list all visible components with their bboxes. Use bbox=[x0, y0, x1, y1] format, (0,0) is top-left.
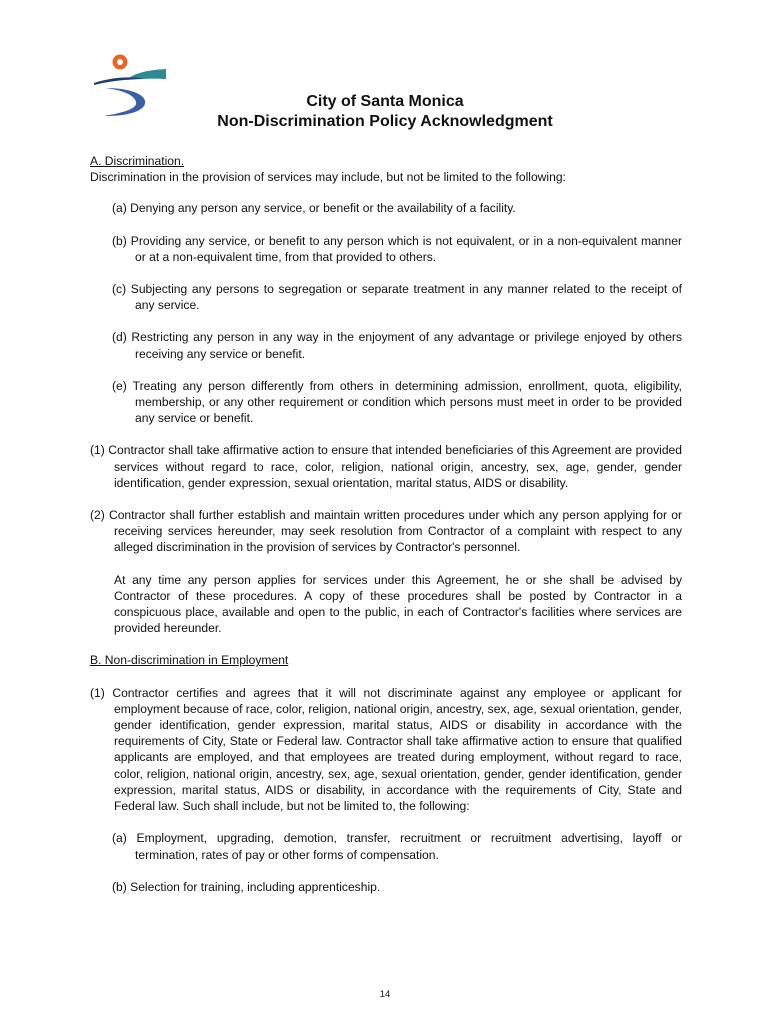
section-b-item-b: (b) Selection for training, including apprenticeship. bbox=[112, 879, 381, 894]
section-b-heading: B. Non-discrimination in Employment bbox=[90, 653, 289, 668]
section-b-item-a: (a) Employment, upgrading, demotion, transfer, recruitment or recruitment advertising, layoff or termination, rates of pay or other forms of compensation. bbox=[112, 831, 682, 862]
document-body bbox=[90, 153, 682, 895]
section-a-clause-2: (2) Contractor shall further establish and maintain written procedures under which any person applying for or receiving services hereunder, may seek resolution from Contractor of a complaint with respect to any alleged discrimination in the provision of services by Contractor's personnel. bbox=[90, 508, 682, 555]
section-a-followup: At any time any person applies for services under this Agreement, he or she shall be advised by Contractor of these procedures. A copy of these procedures shall be posted by Contractor in a conspicuous place, available and open to the public, in each of Contractor's facilities where services are provided hereunder. bbox=[114, 572, 682, 636]
page-number: 14 bbox=[379, 989, 391, 1000]
section-a-clause-1: (1) Contractor shall take affirmative action to ensure that intended beneficiaries of this Agreement are provided services without regard to race, color, religion, national origin, ancestry, sex, age, gender, gender identification, gender expression, sexual orientation, marital status, AIDS or disability. bbox=[90, 443, 682, 490]
section-a-heading: A. Discrimination. bbox=[90, 154, 185, 168]
section-a-item-e: (e) Treating any person differently from others in determining admission, enrollment, quota, eligibility, membership, or any other requirement or condition which persons must meet in order to be provided any service or benefit. bbox=[112, 378, 682, 426]
section-a-item-c: (c) Subjecting any persons to segregation or separate treatment in any manner related to the receipt of any service. bbox=[112, 282, 682, 313]
document-title bbox=[0, 92, 770, 132]
section-a-item-a: (a) Denying any person any service, or benefit or the availability of a facility. bbox=[112, 201, 516, 216]
title-line-1: City of Santa Monica bbox=[306, 93, 464, 110]
section-a-item-b: (b) Providing any service, or benefit to any person which is not equivalent, or in a non-equivalent manner or at a non-equivalent time, from that provided to others. bbox=[112, 233, 682, 264]
section-a-item-d: (d) Restricting any person in any way in the enjoyment of any advantage or privilege enjoyed by others receiving any service or benefit. bbox=[112, 330, 682, 361]
section-b-clause-1: (1) Contractor certifies and agrees that it will not discriminate against any employee or applicant for employment because of race, color, religion, national origin, ancestry, sex, age, sexual orientation, gender, gender identification, gender expression, marital status, AIDS or disability in accordance with the requirements of City, State or Federal law. Contractor shall take affirmative action to ensure that qualified applicants are employed, and that employees are treated during employment, without regard to race, color, religion, national origin, ancestry, sex, age, sexual orientation, gender, gender identification, gender expression, marital status, AIDS or disability, in accordance with the requirements of City, State and Federal law. Such shall include, but not be limited to, the following: bbox=[90, 685, 682, 814]
section-a-intro: Discrimination in the provision of services may include, but not be limited to the following: bbox=[90, 170, 566, 185]
title-line-2: Non-Discrimination Policy Acknowledgment bbox=[217, 113, 553, 130]
logo-swoosh-upper bbox=[94, 77, 144, 85]
